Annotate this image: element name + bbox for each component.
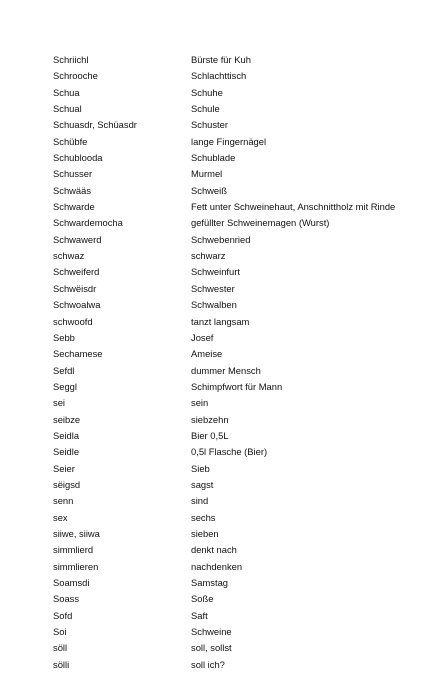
glossary-row	[53, 493, 403, 509]
standard-german-meaning: Schuster	[191, 119, 228, 131]
standard-german-meaning: dummer Mensch	[191, 364, 261, 376]
dialect-term: Sebb	[53, 331, 75, 343]
dialect-term: schwaz	[53, 250, 85, 262]
glossary-row	[53, 297, 403, 313]
glossary-list	[53, 52, 403, 673]
dialect-term: Schusser	[53, 168, 93, 180]
glossary-row	[53, 379, 403, 395]
standard-german-meaning: sagst	[191, 478, 214, 490]
standard-german-meaning: soll ich?	[191, 658, 225, 670]
glossary-row	[53, 444, 403, 460]
dialect-term: Schuasdr, Schüasdr	[53, 119, 137, 131]
dialect-term: Schua	[53, 86, 80, 98]
standard-german-meaning: Schwebenried	[191, 233, 251, 245]
dialect-term: seibze	[53, 413, 81, 425]
standard-german-meaning: Samstag	[191, 577, 228, 588]
glossary-row	[53, 85, 403, 101]
glossary-row	[53, 264, 403, 280]
glossary-row	[53, 330, 403, 346]
standard-german-meaning: Bier 0,5L	[191, 429, 229, 441]
dialect-term: schwoofd	[53, 315, 93, 327]
glossary-row	[53, 166, 403, 182]
standard-german-meaning: schwarz	[191, 250, 226, 262]
dialect-term: Schriichl	[53, 54, 89, 65]
dialect-term: simmlierd	[53, 544, 94, 556]
standard-german-meaning: sechs	[191, 511, 216, 523]
dialect-term: Schwëisdr	[53, 282, 97, 294]
standard-german-meaning: Schule	[191, 103, 220, 115]
standard-german-meaning: Fett unter Schweinehaut, Anschnittholz mit Rinde	[191, 201, 396, 213]
dialect-term: Seidle	[53, 446, 80, 458]
dialect-term: sex	[53, 511, 68, 523]
standard-german-meaning: Schuhe	[191, 86, 223, 98]
standard-german-meaning: sieben	[191, 527, 219, 539]
glossary-row	[53, 150, 403, 166]
glossary-row	[53, 248, 403, 264]
dialect-term: sei	[53, 397, 65, 409]
standard-german-meaning: Schimpfwort für Mann	[191, 380, 283, 392]
glossary-row	[53, 117, 403, 133]
dialect-term: senn	[53, 495, 74, 507]
dialect-term: sölli	[53, 658, 70, 670]
dialect-term: simmlieren	[53, 560, 99, 572]
glossary-row	[53, 608, 403, 624]
standard-german-meaning: gefüllter Schweinemagen (Wurst)	[191, 217, 330, 229]
glossary-row	[53, 101, 403, 117]
glossary-row	[53, 510, 403, 526]
dialect-term: Schübfe	[53, 135, 88, 147]
dialect-term: Soamsdi	[53, 577, 90, 588]
glossary-row	[53, 559, 403, 575]
standard-german-meaning: Ameise	[191, 348, 223, 360]
standard-german-meaning: sind	[191, 495, 209, 507]
standard-german-meaning: Saft	[191, 609, 208, 621]
standard-german-meaning: Schwalben	[191, 299, 237, 311]
standard-german-meaning: tanzt langsam	[191, 315, 250, 327]
glossary-row	[53, 215, 403, 231]
standard-german-meaning: Schweine	[191, 626, 232, 638]
glossary-row	[53, 134, 403, 150]
glossary-row	[53, 363, 403, 379]
standard-german-meaning: nachdenken	[191, 560, 243, 572]
standard-german-meaning: Murmel	[191, 168, 223, 180]
glossary-row	[53, 412, 403, 428]
dialect-term: Seidla	[53, 429, 80, 441]
glossary-row	[53, 395, 403, 411]
standard-german-meaning: Schweiß	[191, 184, 227, 196]
dialect-term: siiwe, siiwa	[53, 527, 100, 539]
standard-german-meaning: denkt nach	[191, 544, 237, 556]
glossary-row	[53, 526, 403, 542]
dialect-term: Schual	[53, 103, 82, 115]
dialect-term: Schwoalwa	[53, 299, 101, 311]
dialect-term: Soi	[53, 626, 67, 638]
dialect-term: sëigsd	[53, 478, 81, 490]
standard-german-meaning: Schlachttisch	[191, 70, 247, 82]
glossary-row	[53, 542, 403, 558]
dialect-term: Sofd	[53, 609, 73, 621]
standard-german-meaning: 0,5l Flasche (Bier)	[191, 446, 268, 458]
standard-german-meaning: soll, sollst	[191, 642, 232, 654]
dialect-term: Schrooche	[53, 70, 98, 82]
dialect-term: Schwawerd	[53, 233, 102, 245]
glossary-row	[53, 314, 403, 330]
dialect-term: söll	[53, 642, 68, 654]
standard-german-meaning: Sieb	[191, 462, 210, 474]
dialect-term: Sefdl	[53, 364, 75, 376]
dialect-term: Schublooda	[53, 152, 103, 164]
dialect-term: Sechamese	[53, 348, 103, 360]
standard-german-meaning: lange Fingernägel	[191, 135, 267, 147]
dialect-term: Schwardemocha	[53, 217, 123, 229]
glossary-row	[53, 281, 403, 297]
glossary-row	[53, 624, 403, 640]
glossary-row	[53, 657, 403, 673]
dialect-term: Seier	[53, 462, 75, 474]
dialect-term: Soass	[53, 593, 80, 605]
standard-german-meaning: Schweinfurt	[191, 266, 240, 278]
standard-german-meaning: Bürste für Kuh	[191, 54, 251, 65]
standard-german-meaning: Schublade	[191, 152, 236, 164]
glossary-row	[53, 428, 403, 444]
standard-german-meaning: sein	[191, 397, 209, 409]
standard-german-meaning: siebzehn	[191, 413, 229, 425]
standard-german-meaning: Soße	[191, 593, 214, 605]
glossary-row	[53, 346, 403, 362]
dialect-term: Seggl	[53, 380, 77, 392]
dialect-term: Schwarde	[53, 201, 95, 213]
dialect-term: Schwääs	[53, 184, 92, 196]
standard-german-meaning: Schwester	[191, 282, 235, 294]
glossary-row	[53, 477, 403, 493]
standard-german-meaning: Josef	[191, 331, 214, 343]
glossary-row	[53, 199, 403, 215]
glossary-row	[53, 461, 403, 477]
glossary-row	[53, 232, 403, 248]
glossary-row	[53, 183, 403, 199]
glossary-row	[53, 52, 403, 68]
glossary-row	[53, 640, 403, 656]
glossary-row	[53, 68, 403, 84]
glossary-row	[53, 575, 403, 591]
dialect-term: Schweiferd	[53, 266, 100, 278]
